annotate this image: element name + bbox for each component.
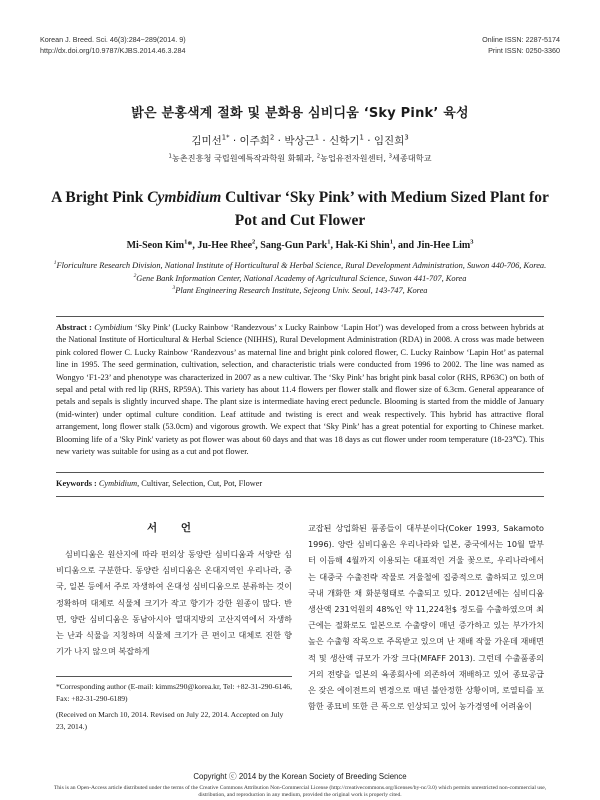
affil-superscript: 3 xyxy=(388,153,392,160)
print-issn: Print ISSN: 0250-3360 xyxy=(488,46,560,55)
genus-name: Cymbidium xyxy=(98,479,138,488)
author-superscript: 1 xyxy=(327,238,331,246)
author-superscript: 1 xyxy=(389,238,393,246)
license-notice: This is an Open-Access article distributed under the terms of the Creative Commons Attribution Non-Commercial License (http://creativecommons.org/licenses/by-nc/3.0) which permits unrestricted non-commercial use, distribution, and reproduction in any medium, provided the original work is properly cited. xyxy=(53,785,547,799)
copyright-notice: Copyright ⓒ 2014 by the Korean Society of Breeding Science xyxy=(193,772,407,781)
korean-author-name: 박상근 xyxy=(284,135,315,147)
abstract-bottom-rule xyxy=(56,472,544,473)
affil-superscript: 2 xyxy=(316,153,321,160)
affil-superscript: 1 xyxy=(168,153,172,160)
author-name: Sang-Gun Park xyxy=(260,240,328,251)
section-heading-introduction: 서 언 xyxy=(147,522,201,534)
keywords-bottom-rule xyxy=(56,496,544,497)
genus-name: Cymbidium xyxy=(147,189,222,206)
korean-authors xyxy=(0,133,600,148)
running-header-left xyxy=(40,34,186,56)
keywords-label: Keywords : xyxy=(56,479,99,488)
doi-link[interactable]: http://dx.doi.org/10.9787/KJBS.2014.46.3.284 xyxy=(40,46,186,55)
received-dates: (Received on March 10, 2014. Revised on July 22, 2014. Accepted on July 23, 2014.) xyxy=(56,710,284,731)
affiliation-line: $^3$Plant Engineering Research Institute, Sejeong Univ. Seoul, 143-747, Korea xyxy=(172,285,428,295)
abstract-text: ‘Sky Pink’ (Lucky Rainbow ‘Randezvous’ x Lucky Rainbow ‘Lapin Hot’) was developed from a cross between hybrids at the National Institute of Horticultural & Herbal Science (NIHHS), Rural Development Administration (RDA) in 2008. A cross was made between pink colored flower C. Lucky Rainbow ‘Randezvous’ as maternal line and bright pink colored flower, C. Lucky Rainbow ‘Lapin Hot’ as paternal line in 1995. The seed germination, cultivation, selection, and characteristic trials were conducted from 1996 to 2002. The line was named as Wongyo ‘F1-23’ and phenotype was characterized in 2007 as a new cultivar. The ‘Sky Pink’ has bright pink basal color (RHS, RP63C) on both of sepal and petal with red lip (RHS, RP59A). This variety has about 11.4 flowers per flower stalk and flower size of 6.3cm. General appearance of petals and sepals is slightly incurved shape. The plant size is intermediate having erect peduncle. Blooming is started from the middle of January (mid-winter) under optimal culture condition. Leaf attitude and twisting is erect and weak respectively. This hybrid has attractive floral arrangement, long flower stalk (53.0cm) and vigorous growth. We expect that ‘Sky Pink’ has a great potential for exporting to Chinese market. Blooming life of a 'Sky Pink' variety as pot flower was about 60 days and that was 18 days as cut flower under room temperature (18-23℃). This new variety was suitable for using as a cut and pot flower. xyxy=(56,323,544,457)
footnote xyxy=(56,681,292,732)
intro-right-column: 교잡된 상업화된 품종들이 대부분이다(Coker 1993, Sakamoto 1996). 양란 심비디움은 우리나라와 일본, 중국에서는 10월 말부터 이듬해 4월까지 이용되는 대표적인 겨울 꽃으로, 우리나라에서는 대중국 수출전략 작물로 겨울철에 집중적으로 출하되고 있으며 국내 개화한 채 화분형태로 수출되고 있다. 2012년에는 심비디움 생산액 231억원의 48%인 약 11,224천$ 정도를 수출하였으며 최근에는 절화로도 일본으로 수출량이 매년 증가하고 있는 부가가치 높은 수출형 작목으로 주목받고 있으며 난 재배 작물 가운데 재배면적 및 생산액 규모가 가장 크다(MFAFF 2013). 그런데 수출품종의 거의 전량을 일본의 육종회사에 의존하여 재배하고 있어 종묘공급은 잦은 에이전트의 변경으로 매년 불안정한 상황이며, 로열티를 포함한 종묘비 또한 큰 폭으로 인상되고 있어 농가경영에 어려움이 xyxy=(308,523,544,712)
english-title: A Bright Pink Cymbidium Cultivar ‘Sky Pink’ with Medium Sized Plant for Pot and Cut Flower xyxy=(51,189,549,229)
abstract-label: Abstract : xyxy=(56,323,95,332)
korean-author-name: 신학기 xyxy=(329,135,360,147)
author-superscript: 1 xyxy=(314,133,320,142)
author-name: Ju-Hee Rhee xyxy=(197,240,253,251)
korean-affiliation: 농업유전자원센터, xyxy=(320,153,389,163)
korean-affiliations xyxy=(0,153,600,164)
author-superscript: 1 xyxy=(359,133,364,142)
author-separator: · xyxy=(274,135,285,147)
korean-title: 밝은 분홍색계 절화 및 분화용 심비디움 ‘Sky Pink’ 육성 xyxy=(131,106,469,121)
english-authors: Mi-Seon Kim$^1$*, Ju-Hee Rhee$^2$, Sang-Gun Park$^1$, Hak-Ki Shin$^1$, and Jin-Hee Lim$^3$ xyxy=(126,238,474,251)
running-header-right xyxy=(482,34,560,56)
author-separator: · xyxy=(363,135,374,147)
keywords-list: , Cultivar, Selection, Cut, Pot, Flower xyxy=(137,479,263,488)
online-issn: Online ISSN: 2287-5174 xyxy=(482,35,560,44)
intro-left-column: 심비디움은 원산지에 따라 편의상 동양란 심비디움과 서양란 심비디움으로 구분한다. 동양란 심비디움은 온대지역인 우리나라, 중국, 일본 등에서 주로 자생하여 온대성 심비디움으로 분류하는 것이 정확하며 대체로 식물체 크기가 작고 향기가 강한 원종이 많다. 반면, 양란 심비디움은 동남아시아 열대지방의 고산지역에서 자생하는 난과 식물을 지칭하며 식물체 크기가 큰 편이고 대체로 진한 향기가 나지 않으며 복잡하게 xyxy=(56,549,292,657)
corresponding-author: *Corresponding author (E-mail: kimms290@korea.kr, Tel: +82-31-290-6146, Fax: +82-31-290-6189) xyxy=(56,682,292,703)
korean-author-name: 이주희 xyxy=(239,135,270,147)
author-superscript: 2 xyxy=(269,133,275,142)
author-name: Jin-Hee Lim xyxy=(416,240,471,251)
korean-author-name: 김미선 xyxy=(191,135,222,147)
abstract-top-rule xyxy=(56,316,544,317)
journal-citation: Korean J. Breed. Sci. 46(3):284~289(2014. 9) xyxy=(40,35,186,44)
author-superscript: 1* xyxy=(221,133,230,142)
korean-affiliation: 농촌진흥청 국립원예특작과학원 화훼과, xyxy=(171,153,317,163)
keywords xyxy=(56,479,544,488)
korean-affiliation: 세종대학교 xyxy=(391,153,432,163)
author-superscript: 3 xyxy=(470,238,474,246)
english-affiliations xyxy=(50,260,550,298)
corresponding-mark: * xyxy=(187,240,193,251)
author-separator: · xyxy=(319,135,330,147)
author-superscript: 3 xyxy=(404,133,409,142)
abstract xyxy=(56,322,544,458)
footnote-rule xyxy=(56,676,292,677)
author-separator: · xyxy=(229,135,240,147)
genus-name: Cymbidium xyxy=(94,323,133,332)
affiliation-line: $^2$Gene Bank Information Center, National Academy of Agricultural Science, Suwon 441-707, Korea xyxy=(133,272,467,283)
author-name: Mi-Seon Kim xyxy=(126,240,185,251)
author-superscript: 2 xyxy=(252,238,256,246)
korean-author-name: 임진희 xyxy=(373,135,405,147)
affiliation-line: $^1$Floriculture Research Division, National Institute of Horticultural & Herbal Science, Rural Development Administration, Suwon 440-706, Korea. xyxy=(53,260,547,270)
author-superscript: 1 xyxy=(184,238,188,246)
author-name: Hak-Ki Shin xyxy=(335,240,390,251)
